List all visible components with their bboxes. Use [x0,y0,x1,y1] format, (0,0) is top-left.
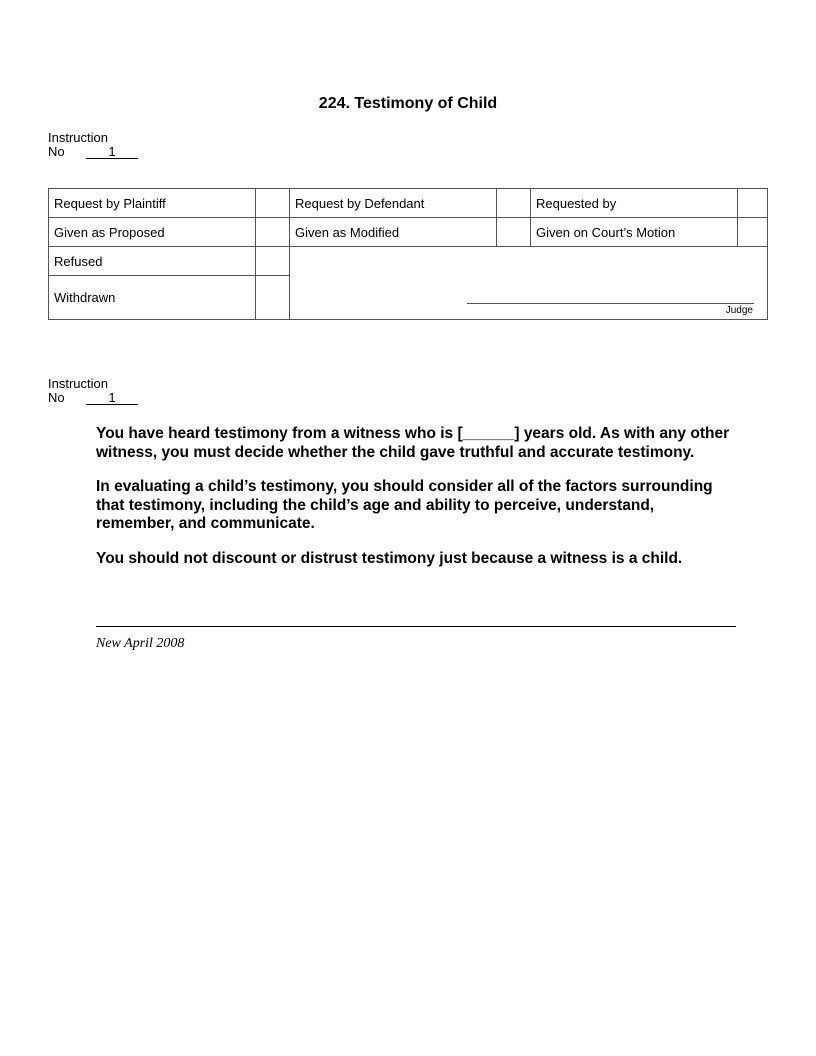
withdrawn-label: Withdrawn [54,290,116,305]
instruction-number-block-bottom [48,377,138,405]
requested-by-label: Requested by [536,195,617,211]
request-by-plaintiff-label: Request by Plaintiff [54,195,166,211]
horizontal-rule [96,626,736,627]
given-as-modified-label: Given as Modified [295,224,400,240]
instruction-label: Instruction [48,376,108,391]
judge-label: Judge [725,305,753,316]
given-as-proposed-checkbox[interactable] [256,218,289,246]
refused-label: Refused [54,253,103,269]
instruction-number-field[interactable]: 1 [86,392,138,405]
requested-by-checkbox[interactable] [738,189,767,217]
instruction-paragraph-2: In evaluating a child’s testimony, you should consider all of the factors surrounding that testimony, including the child’s age and ability to perceive, understand, remember, and communicate. [96,478,713,532]
disposition-form-table [48,188,768,320]
given-on-courts-motion-label: Given on Court’s Motion [536,224,676,240]
judge-signature-line[interactable] [467,303,754,304]
instruction-no-row [48,145,138,159]
instruction-number-field[interactable]: 1 [86,146,138,159]
refused-checkbox[interactable] [256,247,289,275]
no-label: No [48,144,65,159]
history-note: New April 2008 [96,636,185,651]
instruction-no-row [48,391,138,405]
page-title: 224. Testimony of Child [318,95,498,112]
no-label: No [48,390,65,405]
instruction-body [96,425,736,584]
request-by-plaintiff-checkbox[interactable] [256,189,289,217]
given-on-courts-motion-checkbox[interactable] [738,218,767,246]
instruction-paragraph-1: You have heard testimony from a witness who is [______] years old. As with any other witness, you must decide whether the child gave truthful and accurate testimony. [96,425,730,461]
request-by-defendant-checkbox[interactable] [497,189,530,217]
request-by-defendant-label: Request by Defendant [295,195,425,211]
instruction-paragraph-3: You should not discount or distrust testimony just because a witness is a child. [96,549,683,567]
given-as-modified-checkbox[interactable] [497,218,530,246]
withdrawn-checkbox[interactable] [256,276,289,319]
instruction-label: Instruction [48,130,108,145]
instruction-number-block-top [48,131,138,159]
given-as-proposed-label: Given as Proposed [54,224,165,240]
